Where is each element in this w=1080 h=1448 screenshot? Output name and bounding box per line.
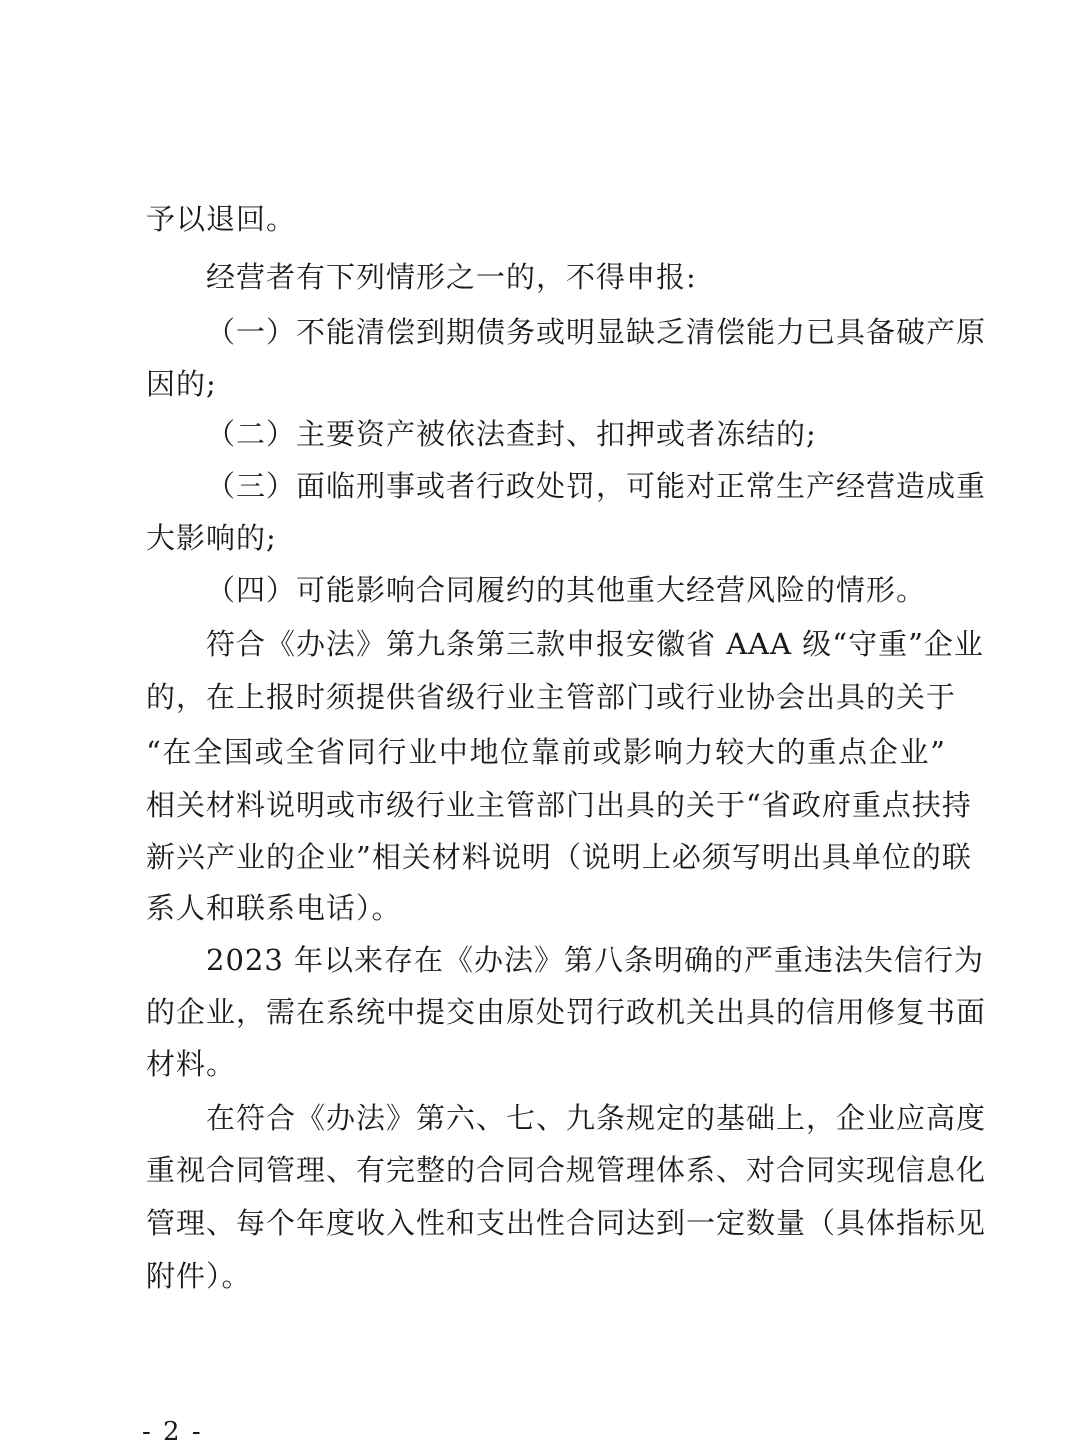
text-line: 新兴产业的企业”相关材料说明（说明上必须写明出具单位的联 <box>146 840 972 874</box>
text-line: 材料。 <box>146 1047 237 1081</box>
text-line: 附件）。 <box>146 1259 252 1293</box>
text-line: 相关材料说明或市级行业主管部门出具的关于“省政府重点扶持 <box>146 788 972 822</box>
text-line: 的，在上报时须提供省级行业主管部门或行业协会出具的关于 <box>146 680 957 714</box>
text-line: （一）不能清偿到期债务或明显缺乏清偿能力已具备破产原 <box>206 315 987 349</box>
text-line: 予以退回。 <box>146 202 297 236</box>
text-line: 因的; <box>146 367 217 401</box>
text-line: 的企业，需在系统中提交由原处罚行政机关出具的信用修复书面 <box>146 995 987 1029</box>
text-line: 符合《办法》第九条第三款申报安徽省 AAA 级“守重”企业 <box>206 627 984 661</box>
text-line: “在全国或全省同行业中地位靠前或影响力较大的重点企业” <box>146 735 946 769</box>
text-line: （四）可能影响合同履约的其他重大经营风险的情形。 <box>206 573 927 607</box>
text-line: 经营者有下列情形之一的，不得申报: <box>206 260 697 294</box>
text-line: 2023 年以来存在《办法》第八条明确的严重违法失信行为 <box>206 943 985 977</box>
text-line: 系人和联系电话）。 <box>146 891 402 925</box>
text-line: （二）主要资产被依法查封、扣押或者冻结的; <box>206 417 817 451</box>
text-line: 在符合《办法》第六、七、九条规定的基础上，企业应高度 <box>206 1101 987 1135</box>
text-line: 大影响的; <box>146 521 277 555</box>
text-line: 重视合同管理、有完整的合同合规管理体系、对合同实现信息化 <box>146 1153 987 1187</box>
page-number: - 2 - <box>142 1417 203 1447</box>
text-line: 管理、每个年度收入性和支出性合同达到一定数量（具体指标见 <box>146 1206 987 1240</box>
text-line: （三）面临刑事或者行政处罚，可能对正常生产经营造成重 <box>206 469 987 503</box>
